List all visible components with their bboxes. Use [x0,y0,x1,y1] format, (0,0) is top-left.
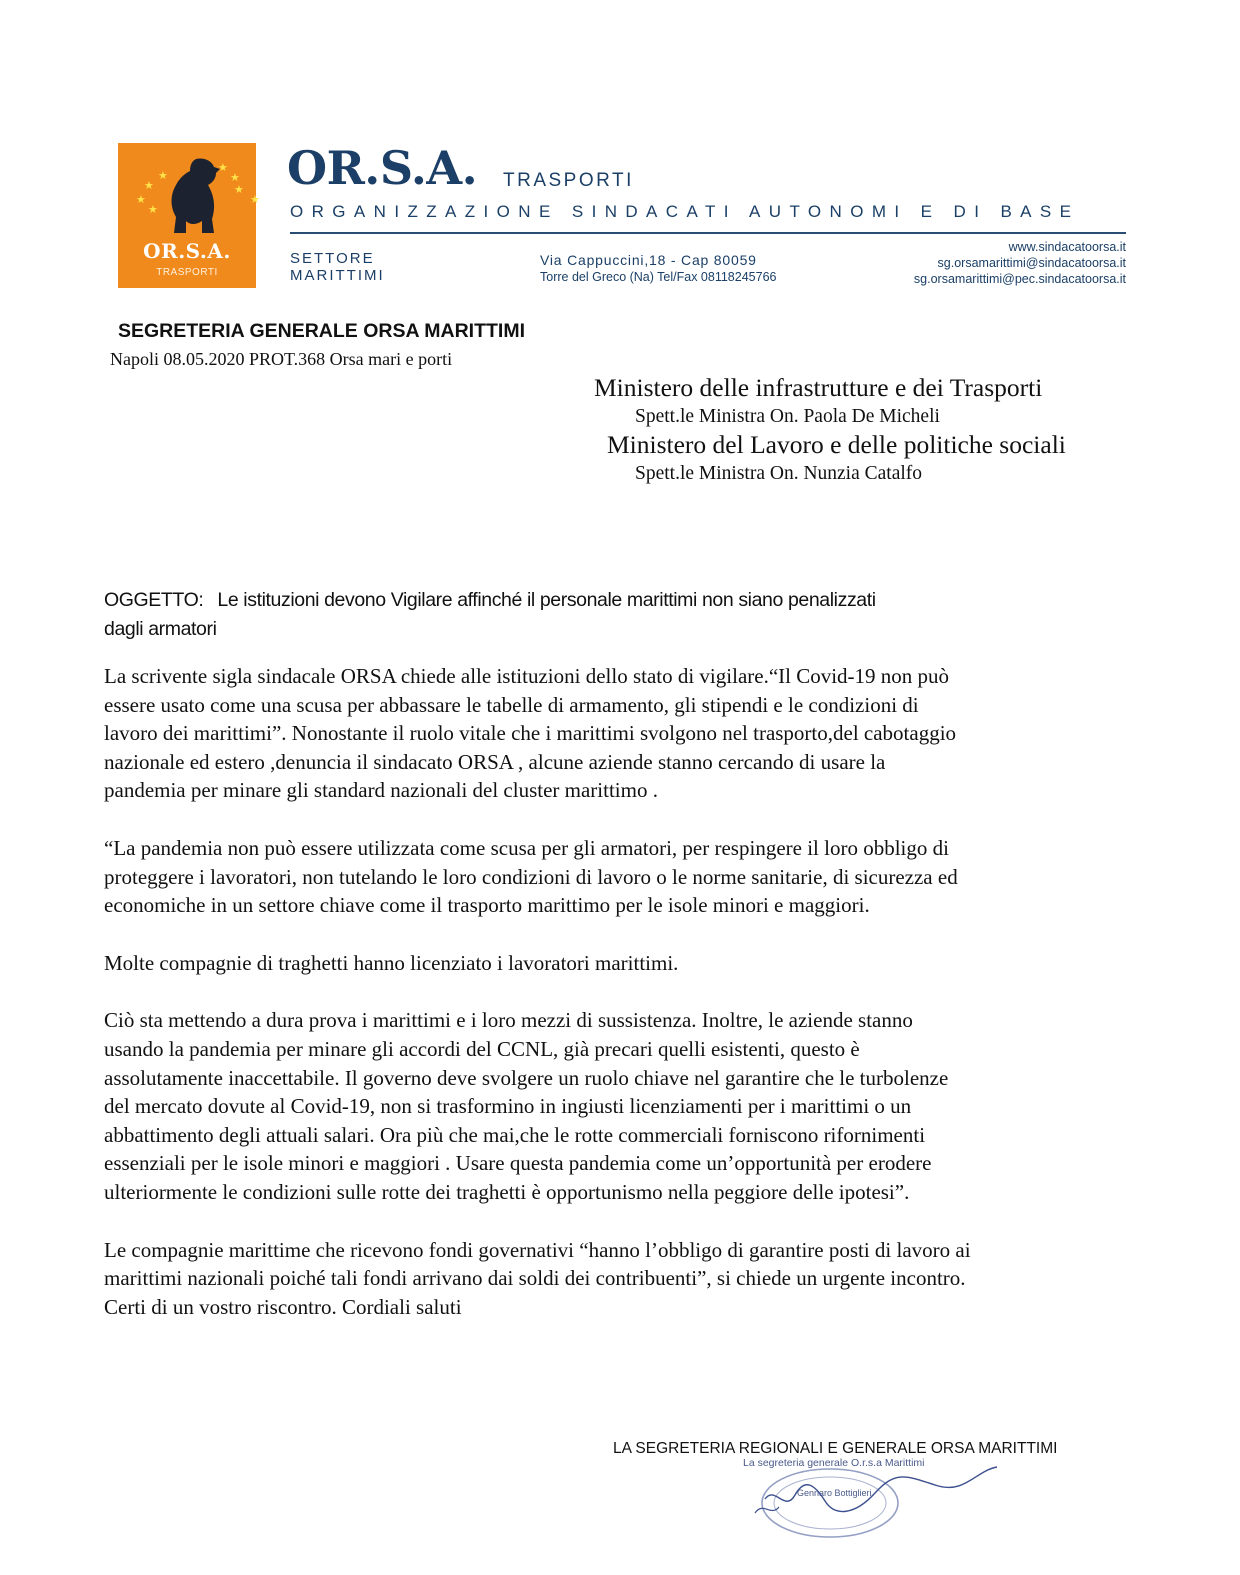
letterhead-divider [290,232,1126,234]
sector-line-1: SETTORE [290,250,375,267]
star-icon: ★ [234,184,244,196]
orsa-logo [118,143,260,288]
protocol-line: Napoli 08.05.2020 PROT.368 Orsa mari e porti [110,349,453,369]
email-link[interactable]: sg.orsamarittimi@sindacatoorsa.it [937,256,1126,270]
recipient-person: Spett.le Ministra On. Paola De Micheli [635,406,940,427]
body-paragraph: Ciò sta mettendo a dura prova i marittimi e i loro mezzi di sussistenza. Inoltre, le aziende stanno usando la pandemia per minare gli accordi del CCNL, già precari quelli esistenti, questo è assolutamente inaccettabile. Il governo deve svolgere un ruolo chiave nel garantire che le turbolenze del mercato dovute al Covid-19, non si trasformino in ingiusti licenziamenti per i marittimi o un abbattimento degli attuali salari. Ora più che mai,che le rotte commerciali forniscono rifornimenti essenziali per le isole minori e maggiori . Usare questa pandemia come un’opportunità per erodere ulteriormente le condizioni sulle rotte dei traghetti è opportunismo nella peggiore delle ipotesi”. [104,1008,949,1204]
sector-label [290,250,385,284]
contact-block [914,239,1126,287]
star-icon: ★ [158,170,168,182]
website-link[interactable]: www.sindacatoorsa.it [1008,240,1126,254]
logo-name: OR.S.A. [143,239,231,263]
address-street: Via Cappuccini,18 - Cap 80059 [540,252,757,268]
stamp-name: Gennaro Bottiglieri [797,1488,872,1498]
star-icon: ★ [148,204,158,216]
star-icon: ★ [144,180,154,192]
signature-title: LA SEGRETERIA REGIONALI E GENERALE ORSA MARITTIMI [613,1440,1058,1457]
bear-icon [156,155,226,235]
recipient-person: Spett.le Ministra On. Nunzia Catalfo [635,463,923,484]
body-paragraph: Molte compagnie di traghetti hanno licenziato i lavoratori marittimi. [104,950,679,975]
signature-stamp [735,1455,1005,1540]
subject-text: Le istituzioni devono Vigilare affinché il personale marittimi non siano penalizzati dagli armatori [104,589,876,640]
subject-line [104,586,1064,644]
brand-subtitle: TRASPORTI [503,170,634,191]
recipient-ministry: Ministero delle infrastrutture e dei Trasporti [594,373,1043,402]
brand-name: OR.S.A. [287,141,478,195]
recipients-block [594,373,1154,487]
body-paragraph: “La pandemia non può essere utilizzata come scusa per gli armatori, per respingere il loro obbligo di proteggere i lavoratori, non tutelando le loro condizioni di lavoro o le norme sanitarie, di sicurezza ed economiche in un settore chiave come il trasporto marittimo per le isole minori e maggiori. [104,835,958,918]
pec-email-link[interactable]: sg.orsamarittimi@pec.sindacatoorsa.it [913,272,1126,286]
body-paragraph: Le compagnie marittime che ricevono fondi governativi “hanno l’obbligo di garantire posti di lavoro ai marittimi nazionali poiché tali fondi arrivano dai soldi dei contribuenti”, si chiede un urgente incontro. Certi di un vostro riscontro. Cordiali saluti [104,1237,971,1319]
recipient-ministry: Ministero del Lavoro e delle politiche sociali [607,430,1066,459]
star-icon: ★ [230,172,240,184]
logo-subtitle: TRASPORTI [156,267,218,278]
sender-title: SEGRETERIA GENERALE ORSA MARITTIMI [118,320,525,342]
star-icon: ★ [250,194,260,206]
star-icon: ★ [136,194,146,206]
sector-line-2: MARITTIMI [290,267,385,284]
organization-full-name: ORGANIZZAZIONE SINDACATI AUTONOMI E DI BASE [290,202,1080,221]
address-block [540,252,776,286]
address-city-phone: Torre del Greco (Na) Tel/Fax 08118245766 [540,270,777,284]
subject-label: OGGETTO: [104,589,204,611]
star-icon: ★ [218,162,228,174]
letter-body [104,662,1139,1350]
stamp-text: La segreteria generale O.r.s.a Marittimi [743,1457,925,1469]
body-paragraph: La scrivente sigla sindacale ORSA chiede alle istituzioni dello stato di vigilare.“Il Covid-19 non può essere usato come una scusa per abbassare le tabelle di armamento, gli stipendi e le condizioni di lavoro dei marittimi”. Nonostante il ruolo vitale che i marittimi svolgono nel trasporto,del cabotaggio nazionale ed estero ,denuncia il sindacato ORSA , alcune aziende stanno cercando di usare la pandemia per minare gli standard nazionali del cluster marittimo . [104,664,957,803]
